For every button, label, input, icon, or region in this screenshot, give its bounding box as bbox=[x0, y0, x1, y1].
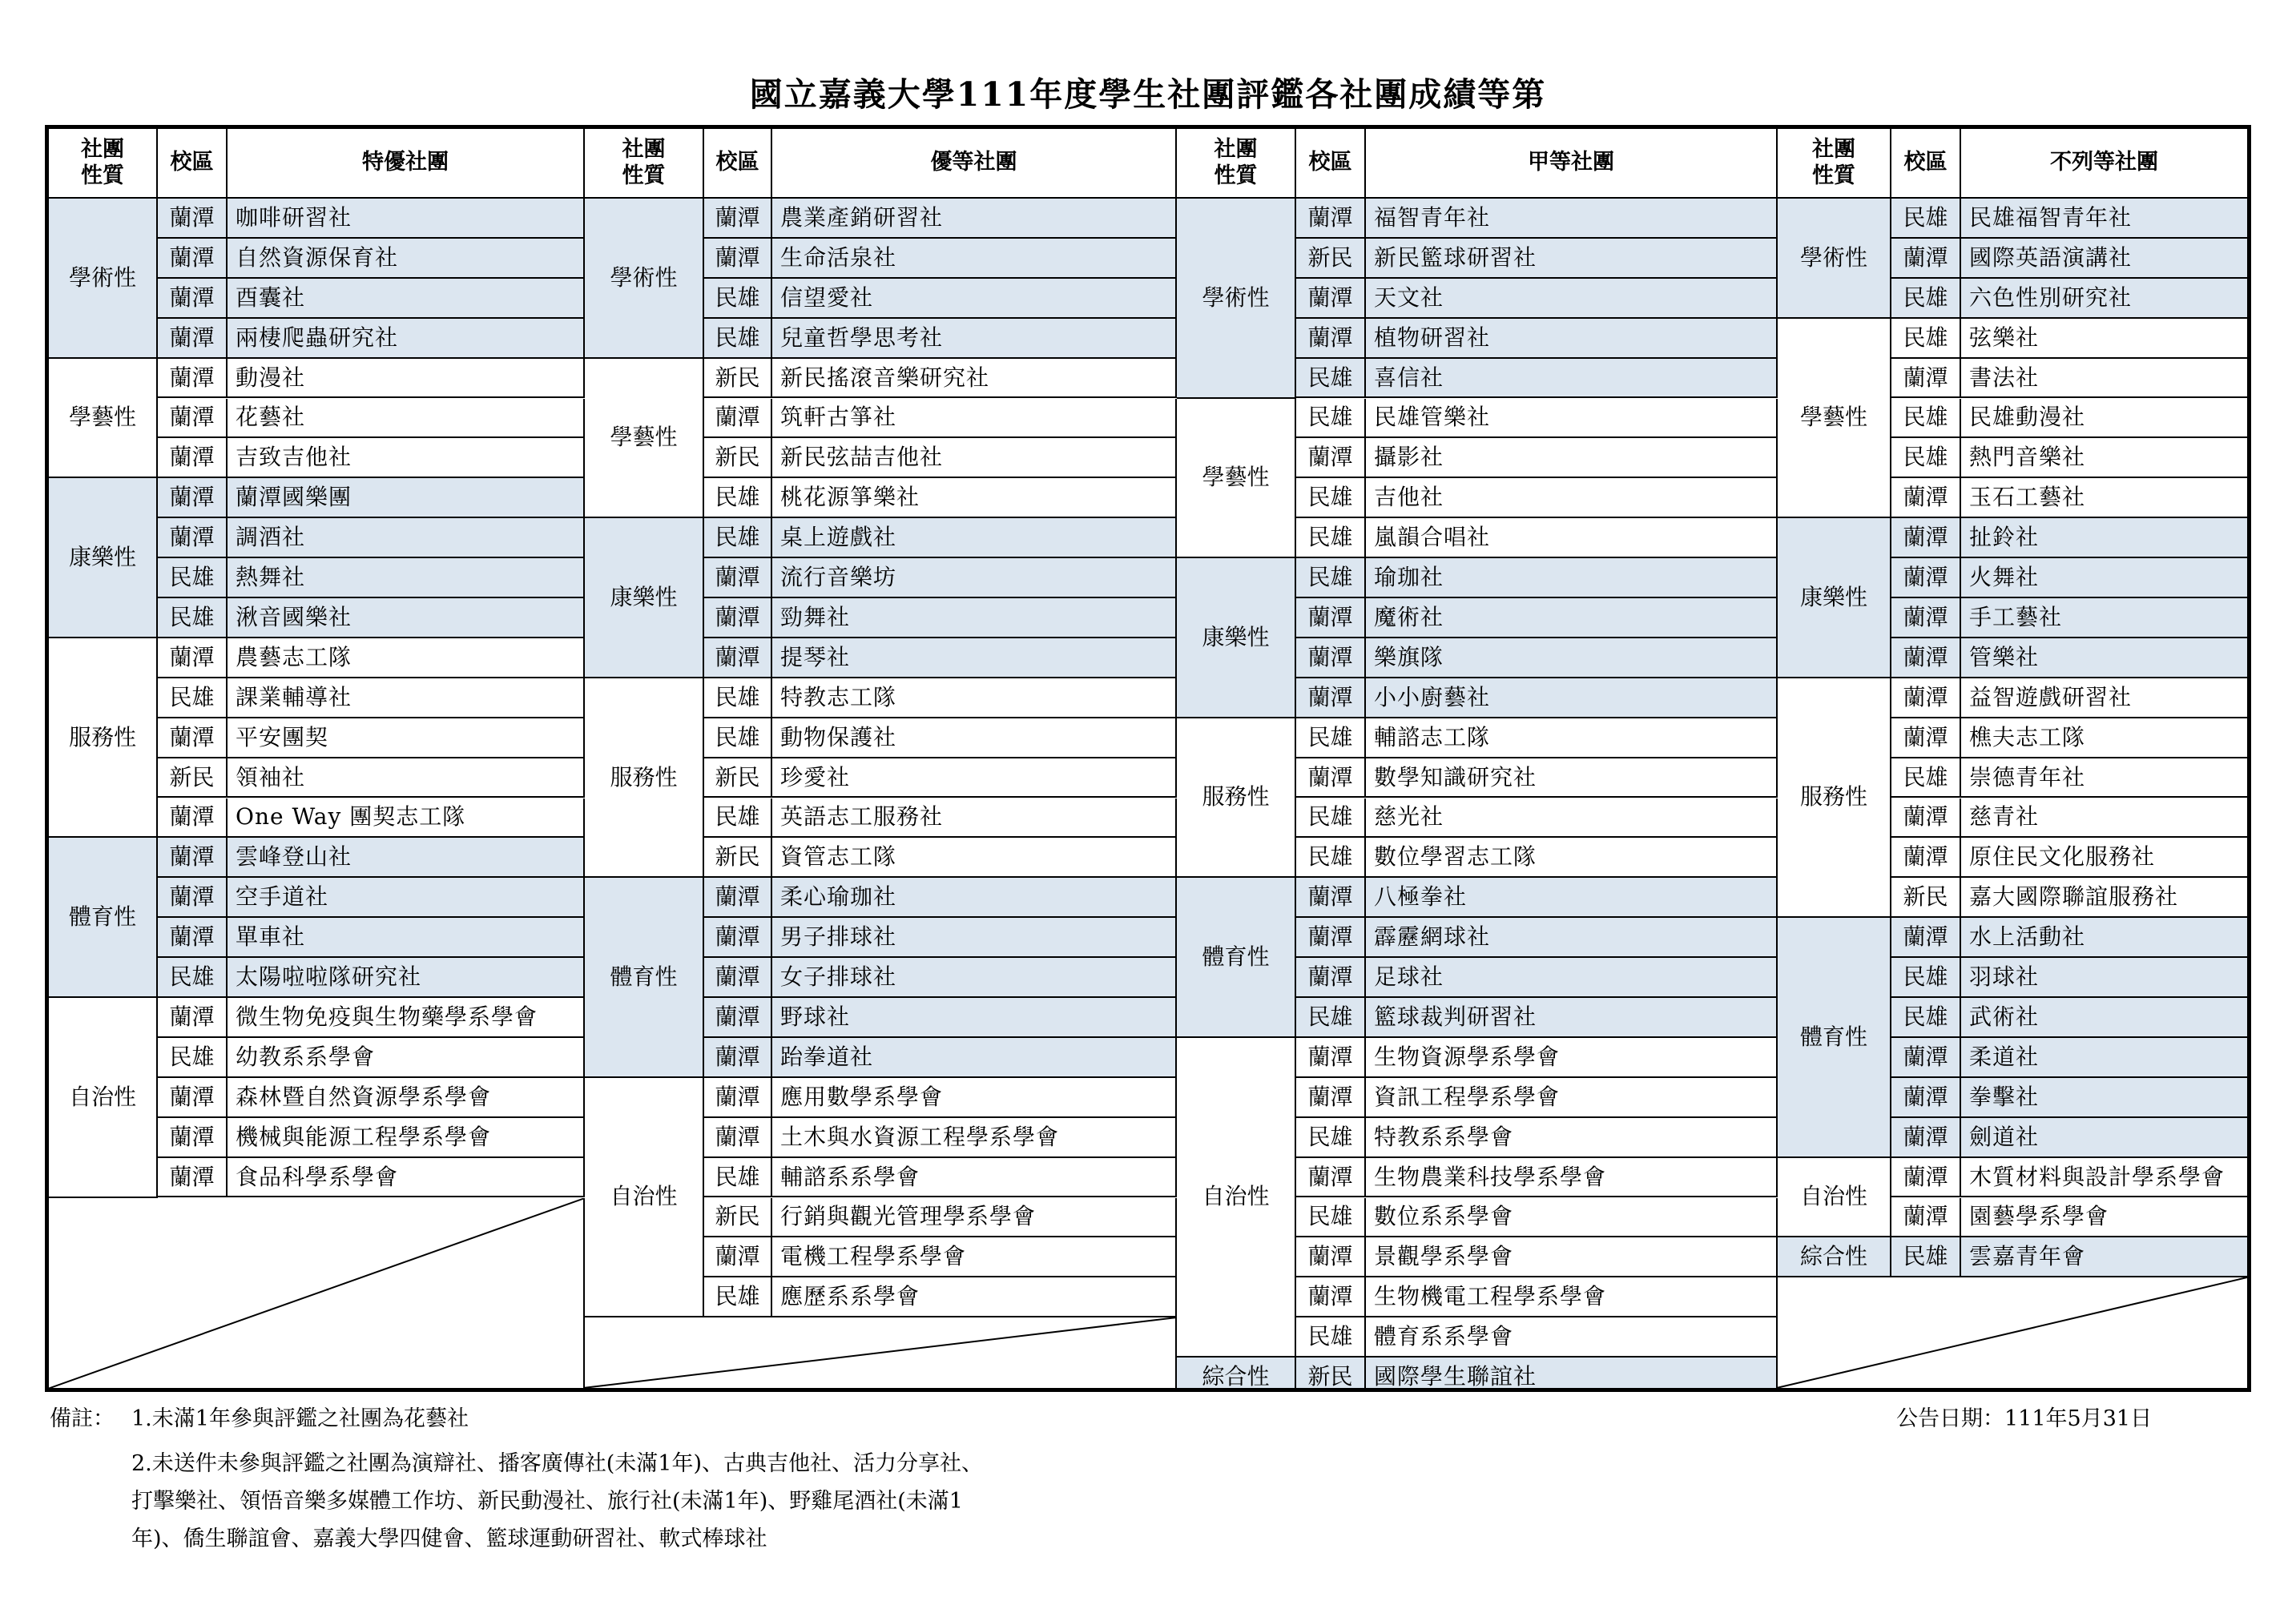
campus-cell: 民雄 bbox=[1891, 438, 1961, 478]
nature-cell: 自治性 bbox=[585, 1078, 704, 1317]
grades-table bbox=[45, 125, 2251, 1392]
club-name-cell: 輔諮系系學會 bbox=[772, 1158, 1177, 1198]
nature-cell: 康樂性 bbox=[49, 478, 158, 638]
empty-diagonal-area bbox=[49, 1198, 585, 1389]
campus-cell: 新民 bbox=[704, 838, 772, 878]
campus-cell: 蘭潭 bbox=[704, 558, 772, 598]
club-name-cell: 跆拳道社 bbox=[772, 1038, 1177, 1078]
campus-cell: 民雄 bbox=[1891, 998, 1961, 1038]
nature-cell: 自治性 bbox=[49, 998, 158, 1198]
club-name-cell: 八極拳社 bbox=[1366, 878, 1778, 918]
club-name-cell: 電機工程學系學會 bbox=[772, 1237, 1177, 1277]
campus-cell: 民雄 bbox=[1891, 399, 1961, 439]
club-name-cell: 野球社 bbox=[772, 998, 1177, 1038]
club-name-cell: 信望愛社 bbox=[772, 279, 1177, 319]
club-name-cell: 行銷與觀光管理學系學會 bbox=[772, 1198, 1177, 1238]
club-name-cell: 勁舞社 bbox=[772, 598, 1177, 638]
campus-cell: 民雄 bbox=[1296, 359, 1366, 399]
club-name-cell: 特教系系學會 bbox=[1366, 1118, 1778, 1158]
header-grade: 不列等社團 bbox=[1961, 129, 2247, 199]
club-name-cell: 酉囊社 bbox=[228, 279, 585, 319]
club-name-cell: 福智青年社 bbox=[1366, 199, 1778, 239]
campus-cell: 蘭潭 bbox=[1891, 718, 1961, 758]
club-name-cell: 珍愛社 bbox=[772, 758, 1177, 798]
grade-block bbox=[585, 129, 1177, 1388]
campus-cell: 蘭潭 bbox=[158, 279, 228, 319]
club-name-cell: 生物農業科技學系學會 bbox=[1366, 1158, 1778, 1198]
club-name-cell: One Way 團契志工隊 bbox=[228, 798, 585, 839]
club-name-cell: 吉致吉他社 bbox=[228, 438, 585, 478]
campus-cell: 蘭潭 bbox=[158, 1118, 228, 1158]
club-name-cell: 民雄管樂社 bbox=[1366, 399, 1778, 439]
club-name-cell: 熱舞社 bbox=[228, 558, 585, 598]
club-name-cell: 空手道社 bbox=[228, 878, 585, 918]
club-name-cell: 火舞社 bbox=[1961, 558, 2247, 598]
campus-cell: 蘭潭 bbox=[704, 878, 772, 918]
nature-cell: 學術性 bbox=[585, 199, 704, 359]
club-name-cell: 武術社 bbox=[1961, 998, 2247, 1038]
campus-cell: 蘭潭 bbox=[1296, 1158, 1366, 1198]
club-name-cell: 柔道社 bbox=[1961, 1038, 2247, 1078]
campus-cell: 蘭潭 bbox=[158, 359, 228, 399]
campus-cell: 蘭潭 bbox=[704, 1118, 772, 1158]
club-name-cell: 輔諮志工隊 bbox=[1366, 718, 1778, 758]
campus-cell: 蘭潭 bbox=[704, 638, 772, 678]
campus-cell: 民雄 bbox=[704, 1277, 772, 1317]
campus-cell: 蘭潭 bbox=[1296, 1038, 1366, 1078]
club-name-cell: 農業產銷研習社 bbox=[772, 199, 1177, 239]
campus-cell: 蘭潭 bbox=[1296, 199, 1366, 239]
nature-cell: 康樂性 bbox=[1177, 558, 1296, 718]
club-name-cell: 民雄福智青年社 bbox=[1961, 199, 2247, 239]
club-name-cell: 樵夫志工隊 bbox=[1961, 718, 2247, 758]
club-name-cell: 熱門音樂社 bbox=[1961, 438, 2247, 478]
header-grade: 特優社團 bbox=[228, 129, 585, 199]
empty-diagonal-area bbox=[1778, 1277, 2247, 1388]
nature-cell: 體育性 bbox=[1177, 878, 1296, 1038]
club-name-cell: 單車社 bbox=[228, 918, 585, 958]
club-name-cell: 兒童哲學思考社 bbox=[772, 319, 1177, 359]
campus-cell: 民雄 bbox=[1296, 478, 1366, 518]
club-name-cell: 雲嘉青年會 bbox=[1961, 1237, 2247, 1277]
club-name-cell: 流行音樂坊 bbox=[772, 558, 1177, 598]
club-name-cell: 弦樂社 bbox=[1961, 319, 2247, 359]
campus-cell: 蘭潭 bbox=[1296, 878, 1366, 918]
club-name-cell: 數位系系學會 bbox=[1366, 1198, 1778, 1238]
campus-cell: 蘭潭 bbox=[704, 1078, 772, 1118]
campus-cell: 蘭潭 bbox=[1891, 1158, 1961, 1198]
campus-cell: 民雄 bbox=[1296, 838, 1366, 878]
club-name-cell: 嘉大國際聯誼服務社 bbox=[1961, 878, 2247, 918]
club-name-cell: 扯鈴社 bbox=[1961, 518, 2247, 558]
nature-cell: 服務性 bbox=[1177, 718, 1296, 879]
campus-cell: 民雄 bbox=[704, 798, 772, 839]
club-name-cell: 桌上遊戲社 bbox=[772, 518, 1177, 558]
club-name-cell: 民雄動漫社 bbox=[1961, 399, 2247, 439]
campus-cell: 蘭潭 bbox=[1296, 438, 1366, 478]
club-name-cell: 資管志工隊 bbox=[772, 838, 1177, 878]
campus-cell: 蘭潭 bbox=[1891, 918, 1961, 958]
club-name-cell: 魔術社 bbox=[1366, 598, 1778, 638]
club-name-cell: 女子排球社 bbox=[772, 958, 1177, 998]
club-name-cell: 蘭潭國樂團 bbox=[228, 478, 585, 518]
grade-block bbox=[49, 129, 585, 1388]
campus-cell: 蘭潭 bbox=[158, 838, 228, 878]
header-nature: 社團 性質 bbox=[49, 129, 158, 199]
club-name-cell: 霹靂網球社 bbox=[1366, 918, 1778, 958]
campus-cell: 蘭潭 bbox=[1296, 1237, 1366, 1277]
campus-cell: 民雄 bbox=[704, 518, 772, 558]
campus-cell: 新民 bbox=[704, 1198, 772, 1238]
campus-cell: 蘭潭 bbox=[1296, 678, 1366, 718]
club-name-cell: 生物機電工程學系學會 bbox=[1366, 1277, 1778, 1317]
club-name-cell: 桃花源箏樂社 bbox=[772, 478, 1177, 518]
campus-cell: 蘭潭 bbox=[158, 638, 228, 678]
campus-cell: 蘭潭 bbox=[1296, 918, 1366, 958]
club-name-cell: 平安團契 bbox=[228, 718, 585, 758]
club-name-cell: 六色性別研究社 bbox=[1961, 279, 2247, 319]
campus-cell: 蘭潭 bbox=[704, 918, 772, 958]
club-name-cell: 土木與水資源工程學系學會 bbox=[772, 1118, 1177, 1158]
header-nature: 社團 性質 bbox=[585, 129, 704, 199]
club-name-cell: 新民搖滾音樂研究社 bbox=[772, 359, 1177, 399]
campus-cell: 蘭潭 bbox=[158, 718, 228, 758]
campus-cell: 蘭潭 bbox=[1296, 319, 1366, 359]
campus-cell: 新民 bbox=[1296, 239, 1366, 279]
campus-cell: 民雄 bbox=[1891, 319, 1961, 359]
campus-cell: 蘭潭 bbox=[1296, 638, 1366, 678]
note-item-2-line-1: 2.未送件未參與評鑑之社團為演辯社、播客廣傳社(未滿1年)、古典吉他社、活力分享社、 bbox=[131, 1451, 984, 1476]
header-campus: 校區 bbox=[1891, 129, 1961, 199]
note-item-2-line-3: 年)、僑生聯誼會、嘉義大學四健會、籃球運動研習社、軟式棒球社 bbox=[131, 1526, 767, 1551]
club-name-cell: 瑜珈社 bbox=[1366, 558, 1778, 598]
header-campus: 校區 bbox=[1296, 129, 1366, 199]
campus-cell: 蘭潭 bbox=[1891, 1118, 1961, 1158]
club-name-cell: 國際英語演講社 bbox=[1961, 239, 2247, 279]
campus-cell: 新民 bbox=[158, 758, 228, 798]
club-name-cell: 小小廚藝社 bbox=[1366, 678, 1778, 718]
club-name-cell: 動物保護社 bbox=[772, 718, 1177, 758]
nature-cell: 學術性 bbox=[1778, 199, 1891, 319]
club-name-cell: 湫音國樂社 bbox=[228, 598, 585, 638]
nature-cell: 學藝性 bbox=[585, 359, 704, 519]
club-name-cell: 生物資源學系學會 bbox=[1366, 1038, 1778, 1078]
campus-cell: 蘭潭 bbox=[704, 598, 772, 638]
club-name-cell: 特教志工隊 bbox=[772, 678, 1177, 718]
campus-cell: 民雄 bbox=[1891, 958, 1961, 998]
campus-cell: 蘭潭 bbox=[158, 239, 228, 279]
nature-cell: 體育性 bbox=[585, 878, 704, 1078]
campus-cell: 民雄 bbox=[704, 718, 772, 758]
club-name-cell: 水上活動社 bbox=[1961, 918, 2247, 958]
club-name-cell: 新民籃球研習社 bbox=[1366, 239, 1778, 279]
club-name-cell: 拳擊社 bbox=[1961, 1078, 2247, 1118]
campus-cell: 民雄 bbox=[158, 598, 228, 638]
club-name-cell: 機械與能源工程學系學會 bbox=[228, 1118, 585, 1158]
campus-cell: 民雄 bbox=[1891, 758, 1961, 798]
header-nature: 社團 性質 bbox=[1177, 129, 1296, 199]
nature-cell: 綜合性 bbox=[1177, 1358, 1296, 1392]
club-name-cell: 植物研習社 bbox=[1366, 319, 1778, 359]
club-name-cell: 幼教系系學會 bbox=[228, 1038, 585, 1078]
club-name-cell: 筑軒古箏社 bbox=[772, 399, 1177, 439]
club-name-cell: 課業輔導社 bbox=[228, 678, 585, 718]
campus-cell: 民雄 bbox=[158, 958, 228, 998]
campus-cell: 民雄 bbox=[1891, 1237, 1961, 1277]
campus-cell: 蘭潭 bbox=[1891, 598, 1961, 638]
announcement-date: 公告日期：111年5月31日 bbox=[1896, 1406, 2153, 1431]
campus-cell: 新民 bbox=[704, 359, 772, 399]
club-name-cell: 咖啡研習社 bbox=[228, 199, 585, 239]
club-name-cell: 慈青社 bbox=[1961, 798, 2247, 839]
campus-cell: 蘭潭 bbox=[704, 239, 772, 279]
empty-diagonal-area bbox=[585, 1317, 1177, 1388]
campus-cell: 蘭潭 bbox=[158, 319, 228, 359]
nature-cell: 綜合性 bbox=[1778, 1237, 1891, 1277]
campus-cell: 蘭潭 bbox=[1891, 478, 1961, 518]
campus-cell: 蘭潭 bbox=[1891, 798, 1961, 839]
club-name-cell: 喜信社 bbox=[1366, 359, 1778, 399]
club-name-cell: 兩棲爬蟲研究社 bbox=[228, 319, 585, 359]
club-name-cell: 玉石工藝社 bbox=[1961, 478, 2247, 518]
note-item-1: 1.未滿1年參與評鑑之社團為花藝社 bbox=[131, 1406, 469, 1431]
club-name-cell: 嵐韻合唱社 bbox=[1366, 518, 1778, 558]
campus-cell: 蘭潭 bbox=[1296, 598, 1366, 638]
club-name-cell: 英語志工服務社 bbox=[772, 798, 1177, 839]
club-name-cell: 領袖社 bbox=[228, 758, 585, 798]
club-name-cell: 調酒社 bbox=[228, 518, 585, 558]
header-campus: 校區 bbox=[704, 129, 772, 199]
campus-cell: 民雄 bbox=[1296, 518, 1366, 558]
campus-cell: 蘭潭 bbox=[704, 399, 772, 439]
campus-cell: 民雄 bbox=[704, 478, 772, 518]
club-name-cell: 吉他社 bbox=[1366, 478, 1778, 518]
club-name-cell: 足球社 bbox=[1366, 958, 1778, 998]
campus-cell: 新民 bbox=[1891, 878, 1961, 918]
header-grade: 優等社團 bbox=[772, 129, 1177, 199]
campus-cell: 蘭潭 bbox=[158, 878, 228, 918]
club-name-cell: 雲峰登山社 bbox=[228, 838, 585, 878]
club-name-cell: 資訊工程學系學會 bbox=[1366, 1078, 1778, 1118]
club-name-cell: 景觀學系學會 bbox=[1366, 1237, 1778, 1277]
campus-cell: 蘭潭 bbox=[1891, 638, 1961, 678]
notes-label: 備註： bbox=[50, 1406, 115, 1431]
campus-cell: 蘭潭 bbox=[158, 478, 228, 518]
club-name-cell: 花藝社 bbox=[228, 399, 585, 439]
campus-cell: 蘭潭 bbox=[158, 438, 228, 478]
club-name-cell: 微生物免疫與生物藥學系學會 bbox=[228, 998, 585, 1038]
club-name-cell: 柔心瑜珈社 bbox=[772, 878, 1177, 918]
club-name-cell: 新民弦喆吉他社 bbox=[772, 438, 1177, 478]
campus-cell: 蘭潭 bbox=[1891, 239, 1961, 279]
campus-cell: 民雄 bbox=[1296, 998, 1366, 1038]
campus-cell: 蘭潭 bbox=[158, 518, 228, 558]
club-name-cell: 崇德青年社 bbox=[1961, 758, 2247, 798]
nature-cell: 服務性 bbox=[585, 678, 704, 879]
club-name-cell: 攝影社 bbox=[1366, 438, 1778, 478]
campus-cell: 蘭潭 bbox=[704, 998, 772, 1038]
nature-cell: 學藝性 bbox=[1177, 399, 1296, 559]
nature-cell: 學藝性 bbox=[1778, 319, 1891, 519]
campus-cell: 民雄 bbox=[1296, 718, 1366, 758]
club-name-cell: 食品科學系學會 bbox=[228, 1158, 585, 1198]
club-name-cell: 天文社 bbox=[1366, 279, 1778, 319]
club-name-cell: 數學知識研究社 bbox=[1366, 758, 1778, 798]
header-campus: 校區 bbox=[158, 129, 228, 199]
header-grade: 甲等社團 bbox=[1366, 129, 1778, 199]
campus-cell: 新民 bbox=[704, 758, 772, 798]
campus-cell: 民雄 bbox=[1296, 798, 1366, 839]
campus-cell: 蘭潭 bbox=[158, 798, 228, 839]
campus-cell: 民雄 bbox=[1891, 199, 1961, 239]
campus-cell: 民雄 bbox=[158, 678, 228, 718]
campus-cell: 民雄 bbox=[1296, 1198, 1366, 1238]
campus-cell: 蘭潭 bbox=[1296, 1078, 1366, 1118]
nature-cell: 自治性 bbox=[1177, 1038, 1296, 1358]
campus-cell: 蘭潭 bbox=[1891, 1198, 1961, 1238]
club-name-cell: 手工藝社 bbox=[1961, 598, 2247, 638]
nature-cell: 康樂性 bbox=[585, 518, 704, 678]
campus-cell: 新民 bbox=[704, 438, 772, 478]
nature-cell: 服務性 bbox=[1778, 678, 1891, 918]
club-name-cell: 應用數學系學會 bbox=[772, 1078, 1177, 1118]
campus-cell: 蘭潭 bbox=[1296, 958, 1366, 998]
nature-cell: 學術性 bbox=[1177, 199, 1296, 399]
campus-cell: 民雄 bbox=[158, 1038, 228, 1078]
club-name-cell: 太陽啦啦隊研究社 bbox=[228, 958, 585, 998]
campus-cell: 新民 bbox=[1296, 1358, 1366, 1392]
nature-cell: 康樂性 bbox=[1778, 518, 1891, 678]
club-name-cell: 益智遊戲研習社 bbox=[1961, 678, 2247, 718]
campus-cell: 蘭潭 bbox=[1891, 359, 1961, 399]
campus-cell: 民雄 bbox=[1891, 279, 1961, 319]
campus-cell: 民雄 bbox=[1296, 558, 1366, 598]
club-name-cell: 森林暨自然資源學系學會 bbox=[228, 1078, 585, 1118]
nature-cell: 學術性 bbox=[49, 199, 158, 359]
club-name-cell: 樂旗隊 bbox=[1366, 638, 1778, 678]
campus-cell: 民雄 bbox=[704, 279, 772, 319]
campus-cell: 蘭潭 bbox=[158, 199, 228, 239]
campus-cell: 蘭潭 bbox=[1891, 558, 1961, 598]
club-name-cell: 劍道社 bbox=[1961, 1118, 2247, 1158]
campus-cell: 蘭潭 bbox=[1296, 279, 1366, 319]
club-name-cell: 數位學習志工隊 bbox=[1366, 838, 1778, 878]
club-name-cell: 管樂社 bbox=[1961, 638, 2247, 678]
campus-cell: 民雄 bbox=[704, 1158, 772, 1198]
club-name-cell: 慈光社 bbox=[1366, 798, 1778, 839]
campus-cell: 蘭潭 bbox=[1891, 518, 1961, 558]
campus-cell: 蘭潭 bbox=[158, 1158, 228, 1198]
campus-cell: 蘭潭 bbox=[158, 1078, 228, 1118]
club-name-cell: 提琴社 bbox=[772, 638, 1177, 678]
club-name-cell: 書法社 bbox=[1961, 359, 2247, 399]
nature-cell: 體育性 bbox=[1778, 918, 1891, 1157]
club-name-cell: 體育系系學會 bbox=[1366, 1317, 1778, 1358]
nature-cell: 體育性 bbox=[49, 838, 158, 998]
club-name-cell: 園藝學系學會 bbox=[1961, 1198, 2247, 1238]
club-name-cell: 羽球社 bbox=[1961, 958, 2247, 998]
club-name-cell: 農藝志工隊 bbox=[228, 638, 585, 678]
campus-cell: 蘭潭 bbox=[704, 199, 772, 239]
page-title: 國立嘉義大學111年度學生社團評鑑各社團成績等第 bbox=[749, 75, 1547, 114]
club-name-cell: 國際學生聯誼社 bbox=[1366, 1358, 1778, 1392]
campus-cell: 蘭潭 bbox=[158, 918, 228, 958]
nature-cell: 學藝性 bbox=[49, 359, 158, 479]
club-name-cell: 籃球裁判研習社 bbox=[1366, 998, 1778, 1038]
club-name-cell: 生命活泉社 bbox=[772, 239, 1177, 279]
campus-cell: 民雄 bbox=[704, 678, 772, 718]
campus-cell: 蘭潭 bbox=[158, 998, 228, 1038]
nature-cell: 自治性 bbox=[1778, 1158, 1891, 1238]
club-name-cell: 應歷系系學會 bbox=[772, 1277, 1177, 1317]
club-name-cell: 木質材料與設計學系學會 bbox=[1961, 1158, 2247, 1198]
club-name-cell: 自然資源保育社 bbox=[228, 239, 585, 279]
note-item-2-line-2: 打擊樂社、領悟音樂多媒體工作坊、新民動漫社、旅行社(未滿1年)、野雞尾酒社(未滿1 bbox=[131, 1489, 963, 1514]
campus-cell: 民雄 bbox=[1296, 399, 1366, 439]
campus-cell: 蘭潭 bbox=[1891, 1038, 1961, 1078]
nature-cell: 服務性 bbox=[49, 638, 158, 839]
campus-cell: 蘭潭 bbox=[1891, 838, 1961, 878]
campus-cell: 蘭潭 bbox=[1296, 758, 1366, 798]
campus-cell: 民雄 bbox=[704, 319, 772, 359]
campus-cell: 蘭潭 bbox=[704, 1038, 772, 1078]
campus-cell: 民雄 bbox=[1296, 1118, 1366, 1158]
club-name-cell: 原住民文化服務社 bbox=[1961, 838, 2247, 878]
header-nature: 社團 性質 bbox=[1778, 129, 1891, 199]
campus-cell: 蘭潭 bbox=[1891, 1078, 1961, 1118]
campus-cell: 蘭潭 bbox=[1296, 1277, 1366, 1317]
campus-cell: 蘭潭 bbox=[704, 1237, 772, 1277]
club-name-cell: 男子排球社 bbox=[772, 918, 1177, 958]
campus-cell: 民雄 bbox=[158, 558, 228, 598]
campus-cell: 蘭潭 bbox=[704, 958, 772, 998]
campus-cell: 蘭潭 bbox=[1891, 678, 1961, 718]
club-name-cell: 動漫社 bbox=[228, 359, 585, 399]
campus-cell: 蘭潭 bbox=[158, 399, 228, 439]
grade-block bbox=[1177, 129, 1778, 1388]
grade-block bbox=[1778, 129, 2247, 1388]
campus-cell: 民雄 bbox=[1296, 1317, 1366, 1358]
